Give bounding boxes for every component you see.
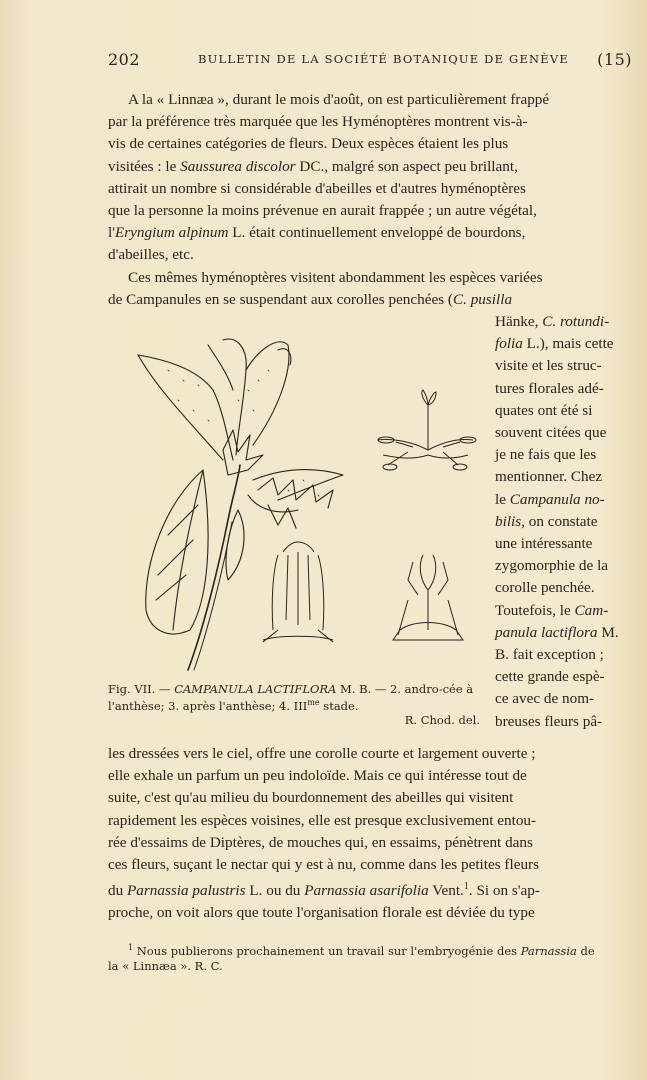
androecium-anthesis [378, 390, 476, 470]
line: ce avec de nom- [495, 690, 595, 708]
line: visite et les struc- [495, 357, 602, 375]
campanula-illustration [128, 330, 478, 678]
line: breuses fleurs pâ- [495, 712, 603, 730]
line: panula lactiflora M. [495, 623, 619, 641]
line: proche, on voit alors que toute l'organisation florale est déviée du type [108, 904, 535, 922]
line: elle exhale un parfum un peu indoloïde. Mais ce qui intéresse tout de [108, 767, 527, 785]
line: mentionner. Chez [495, 468, 603, 486]
line: Hänke, C. rotundi- [495, 313, 610, 330]
line: une intéressante [495, 535, 593, 553]
right-column-text [495, 311, 632, 733]
line: B. fait exception ; [495, 646, 604, 664]
line: d'abeilles, etc. [108, 246, 194, 264]
line: le Campanula no- [495, 490, 605, 508]
line: A la « Linnæa », durant le mois d'août, on est particulièrement frappé [128, 91, 550, 108]
line: Toutefois, le Cam- [495, 601, 609, 619]
illustrator-credit: R. Chod. del. [404, 712, 480, 727]
running-header [108, 50, 632, 70]
line: l'Eryngium alpinum L. était continuellement enveloppé de bourdons, [108, 224, 526, 242]
species-name: Saussurea discolor [180, 157, 296, 175]
line: tures florales adé- [495, 379, 604, 397]
line: je ne fais que les [495, 446, 597, 464]
species-name: C. pusilla [452, 290, 513, 308]
journal-title: BULLETIN DE LA SOCIÉTÉ BOTANIQUE DE GENÈVE [198, 52, 569, 66]
line: bilis, on constate [495, 512, 598, 530]
line: les dressées vers le ciel, offre une corolle courte et largement ouverte ; [108, 745, 536, 762]
line: rée d'essaims de Diptères, de mouches qui, en essaims, pénètrent dans [108, 833, 533, 851]
line: ces fleurs, suçant le nectar qui y est à nu, comme dans les petites fleurs [108, 856, 540, 874]
footnote: $^1$ Nous publierons prochainement un travail sur l'embryogénie des Parnassia de la « Linnæa ». R. C. [108, 943, 595, 973]
line: vis de certaines catégories de fleurs. Deux espèces étaient les plus [108, 135, 509, 153]
line: folia L.), mais cette [495, 335, 614, 353]
line: corolle penchée. [495, 579, 595, 597]
androecium-third-stage [393, 555, 463, 640]
line: visitées : le Saussurea discolor DC., malgré son aspect peu brillant, [108, 157, 518, 175]
paragraph-1 [108, 89, 632, 311]
caption-species: CAMPANULA LACTIFLORA [174, 682, 337, 696]
line: souvent citées que [495, 424, 607, 442]
section-number: (15) [597, 50, 632, 69]
androecium-after-anthesis [263, 542, 333, 642]
page-number: 202 [108, 50, 141, 69]
line: zygomorphie de la [495, 557, 609, 575]
line: rapidement les espèces voisines, elle est presque exclusivement entou- [108, 811, 537, 829]
footnote-ref: 1 [463, 881, 469, 893]
species-name: Eryngium alpinum [114, 224, 229, 242]
line: cette grande espè- [495, 668, 605, 686]
line: par la préférence très marquée que les Hyménoptères montrent vis-à- [108, 113, 528, 131]
line: que la personne la moins prévenue en aurait frappée ; un autre végétal, [108, 202, 537, 220]
line: du Parnassia palustris L. ou du Parnassia asarifolia Vent.$^1$. Si on s'ap- [108, 881, 540, 900]
line: attirait un nombre si considérable d'abeilles et d'autres hyménoptères [108, 179, 526, 197]
line: de Campanules en se suspendant aux corolles penchées (C. pusilla [108, 290, 513, 308]
paragraph-2-continued [108, 743, 632, 925]
line: Ces mêmes hyménoptères visitent abondamment les espèces variées [128, 268, 543, 286]
figure-caption: Fig. VII. — CAMPANULA LACTIFLORA M. B. — 2. andro-cée à l'anthèse; 3. après l'anthèse; 4. $III^{me}$ stade. R. Chod. del. [108, 682, 480, 727]
line: quates ont été si [495, 401, 593, 419]
line: suite, c'est qu'au milieu du bourdonnement des abeilles qui visitent [108, 789, 514, 807]
